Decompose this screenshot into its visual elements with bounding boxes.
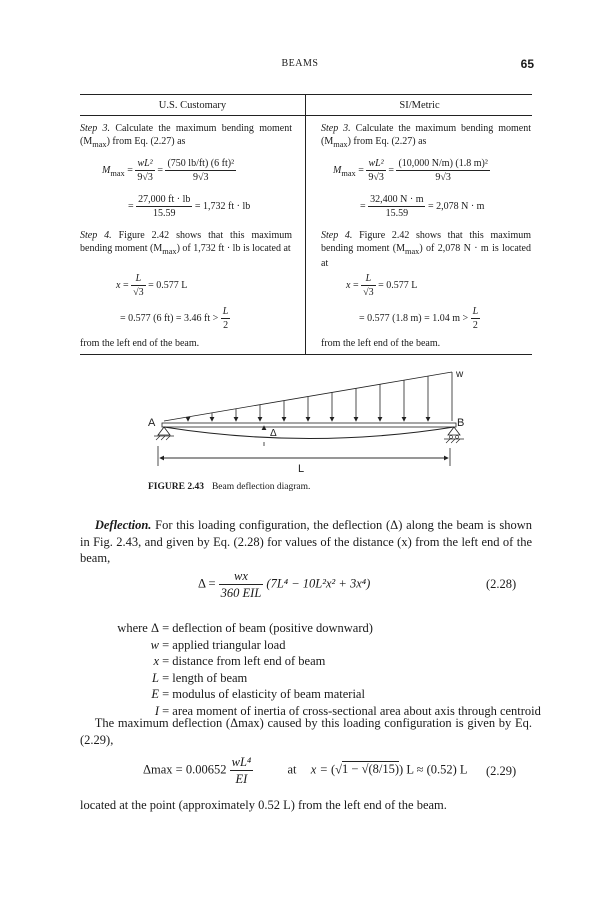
deflection-paragraph: Deflection. For this loading configuration, the deflection (Δ) along the beam is shown in Fig. 2.43, and given by Eq. (2.28) for values of the distance (x) from the left end of the beam, xyxy=(80,518,533,565)
equation-2-29: Δmax = 0.00652 $\frac{\text{wL⁴}}{EI}$ at x = (√1 − √(8/15)) L ≈ (0.52) L xyxy=(143,755,468,786)
beam-deflection-diagram xyxy=(140,368,480,476)
right-support xyxy=(444,427,464,443)
running-header-title: BEAMS xyxy=(281,58,319,69)
figure-caption: FIGURE 2.43 Beam deflection diagram. xyxy=(148,482,311,492)
max-deflection-closing: located at the point (approximately 0.52 L) from the left end of the beam. xyxy=(80,798,447,812)
table-bottom-rule xyxy=(80,354,532,355)
right-step3: Step 3. Calculate the maximum bending moment $(M_{max})$ from Eq. (2.27) as xyxy=(321,123,532,149)
left-eq-result: = $\frac{27,000 ft \cdot lb}{15.59}$ = 1,732 ft · lb xyxy=(128,194,251,219)
right-eq-result: = $\frac{32,400 N \cdot m}{15.59}$ = 2,078 N · m xyxy=(360,194,485,219)
right-eq-mmax: $M_{max}$ = $\frac{\text{wL²}}{9√3}$ = $\frac{\text{(10,000 N/m) (1.8 m)²}}{9√3}$ xyxy=(333,158,488,183)
left-step3: Step 3. Calculate the maximum bending moment $(M_{max})$ from Eq. (2.27) as xyxy=(80,123,292,149)
beam xyxy=(162,423,456,427)
load-arrows xyxy=(188,376,428,421)
where-row: E = modulus of elasticity of beam material xyxy=(151,687,365,701)
where-row: I = area moment of inertia of cross-sectional area about axis through centroid xyxy=(154,703,541,718)
where-list xyxy=(80,620,541,719)
equation-2-28: Δ = $\frac{wx}{\text{360 EIL}}$ (7L⁴ − 10L²x² + 3x⁴) xyxy=(198,569,371,600)
where-row: w = applied triangular load xyxy=(150,637,286,652)
table-header-rule xyxy=(80,115,532,116)
right-eq-x-value: = 0.577 (1.8 m) = 1.04 m > $\frac{L}{2}$ xyxy=(359,306,479,331)
right-eq-x: x = $\frac{L}{√3}$ = 0.577 L xyxy=(346,273,418,298)
table-column-divider xyxy=(305,94,306,354)
left-eq-x: x = $\frac{L}{√3}$ = 0.577 L xyxy=(116,273,188,298)
delta-label: Δ xyxy=(270,428,277,439)
right-step4: Step 4. Figure 2.42 shows that this maximum bending moment $(M_{max})$ of 2,078 N · m is located at xyxy=(321,230,532,269)
left-closing: from the left end of the beam. xyxy=(80,338,200,349)
where-row: where Δ = deflection of beam (positive downward) xyxy=(117,621,373,635)
max-deflection-paragraph: The maximum deflection (Δmax) caused by this loading configuration is given by Eq. (2.29), xyxy=(80,716,532,747)
label-b: B xyxy=(457,417,465,429)
column-heading-si-metric: SI/Metric xyxy=(399,100,440,111)
label-w: w xyxy=(456,369,464,380)
where-row: x = distance from left end of beam xyxy=(153,654,326,668)
label-l: L xyxy=(298,463,305,475)
label-a: A xyxy=(148,417,156,429)
where-row: L = length of beam xyxy=(152,670,248,685)
page-number: 65 xyxy=(520,57,534,71)
equation-number-2-28: (2.28) xyxy=(486,577,517,591)
deflection-curve xyxy=(164,427,454,439)
right-closing: from the left end of the beam. xyxy=(321,338,441,349)
table-top-rule xyxy=(80,94,532,95)
left-step4: Step 4. Figure 2.42 shows that this maximum bending moment $(M_{max})$ of 1,732 ft · lb is located at xyxy=(80,230,292,256)
column-heading-us-customary: U.S. Customary xyxy=(158,100,227,111)
left-eq-x-value: = 0.577 (6 ft) = 3.46 ft > $\frac{L}{2}$ xyxy=(120,306,229,331)
left-eq-mmax: $M_{max}$ = $\frac{\text{wL²}}{9√3}$ = $\frac{\text{(750 lb/ft) (6 ft)²}}{9√3}$ xyxy=(102,158,235,183)
equation-number-2-29: (2.29) xyxy=(486,764,517,778)
left-support xyxy=(154,427,174,440)
